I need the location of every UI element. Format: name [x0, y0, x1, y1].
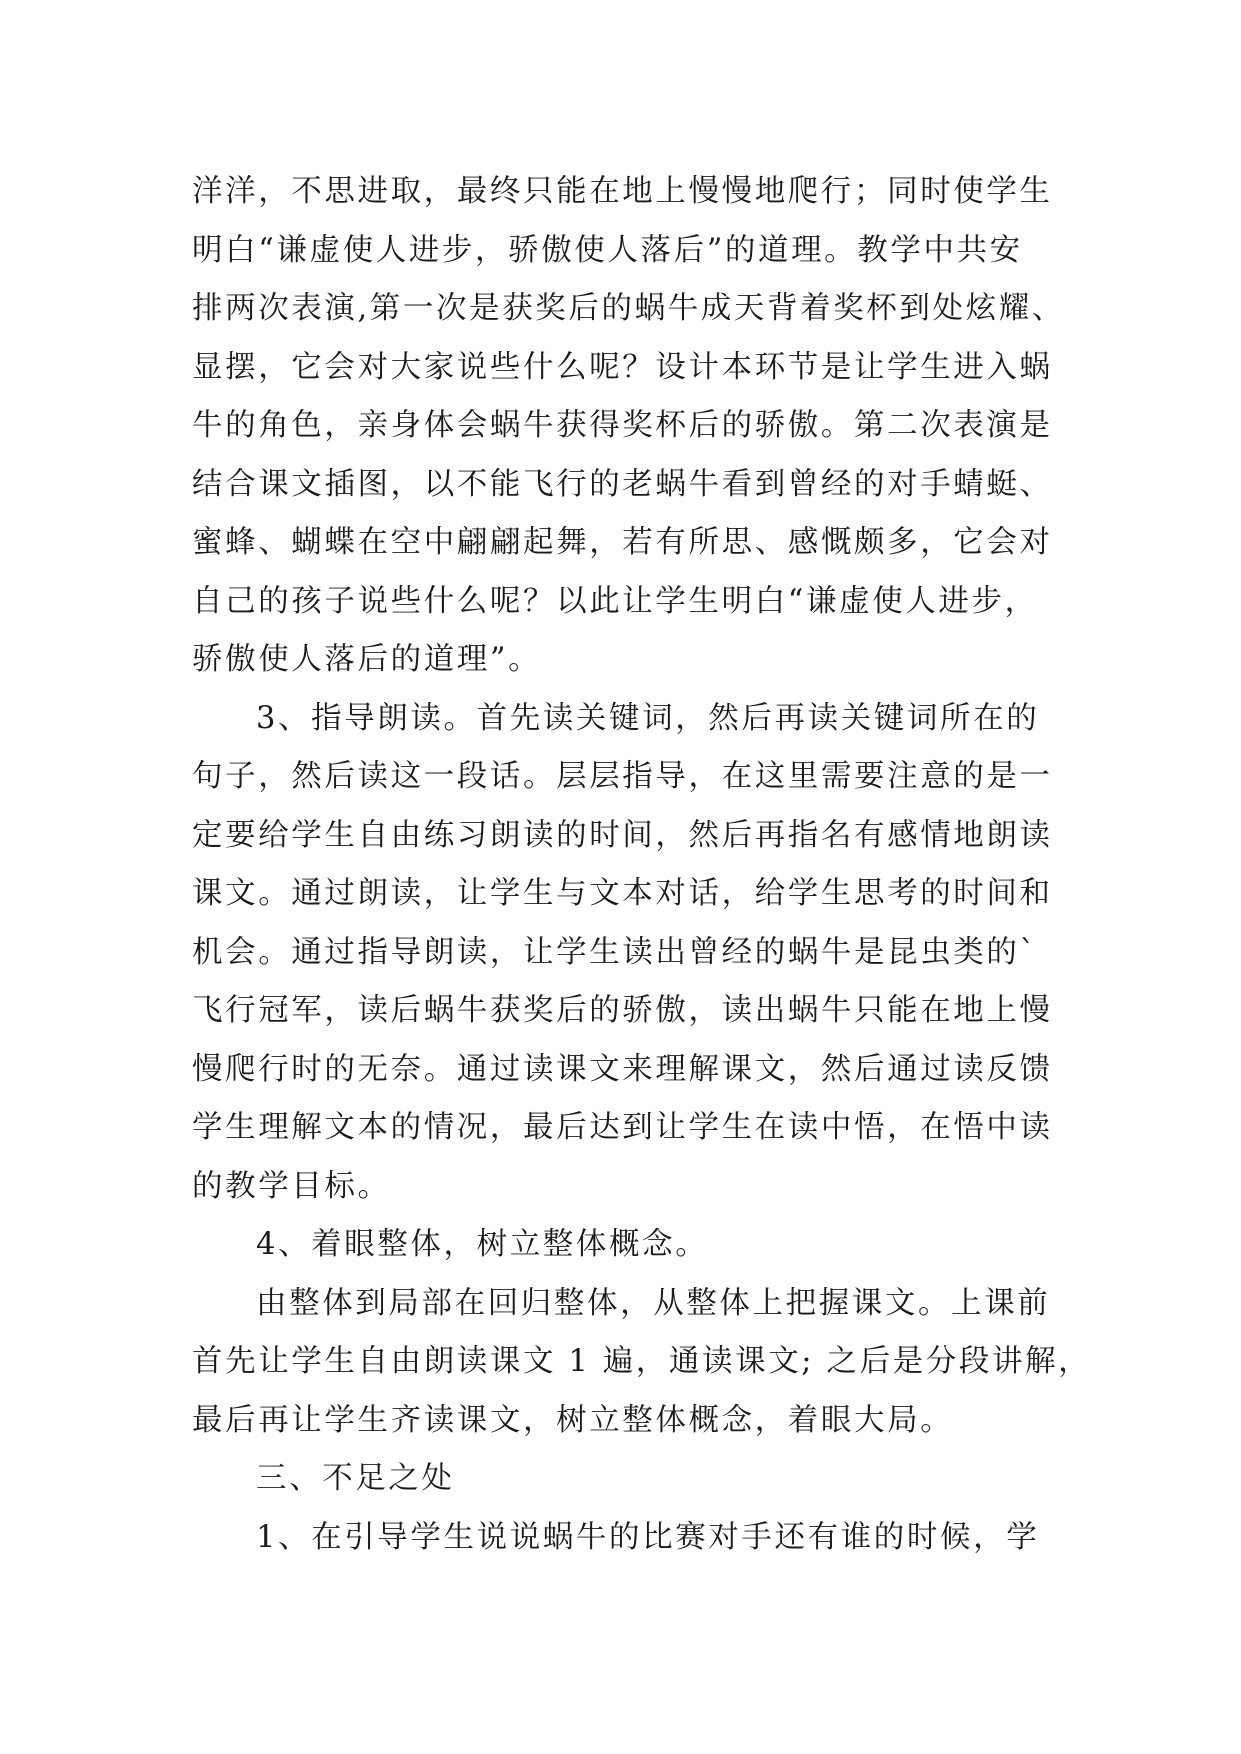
- text-line: 结合课文插图，以不能飞行的老蜗牛看到曾经的对手蜻蜓、: [192, 466, 1053, 502]
- text-line: 洋洋，不思进取，最终只能在地上慢慢地爬行；同时使学生: [192, 174, 1053, 209]
- text-line: 学生理解文本的情况，最后达到让学生在读中悟，在悟中读: [192, 1110, 1053, 1145]
- paragraph-start-line: 3、指导朗读。首先读关键词，然后再读关键词所在的: [256, 700, 1040, 736]
- text-line: 句子，然后读这一段话。层层指导，在这里需要注意的是一: [192, 759, 1053, 794]
- section-heading: 4、着眼整体，树立整体概念。: [256, 1227, 709, 1262]
- paragraph-start-line: 1、在引导学生说说蜗牛的比赛对手还有谁的时候，学: [256, 1519, 1040, 1555]
- section-heading: 三、不足之处: [256, 1461, 455, 1496]
- text-line: 蜜蜂、蝴蝶在空中翩翩起舞，若有所思、感慨颇多，它会对: [192, 525, 1053, 560]
- text-line: 慢爬行时的无奈。通过读课文来理解课文，然后通过读反馈: [192, 1051, 1053, 1087]
- text-line: 最后再让学生齐读课文，树立整体概念，着眼大局。: [192, 1402, 954, 1438]
- text-line: 牛的角色，亲身体会蜗牛获得奖杯后的骄傲。第二次表演是: [192, 408, 1053, 443]
- text-line: 自己的孩子说些什么呢？以此让学生明白“谦虚使人进步，: [192, 583, 1038, 619]
- text-line: 机会。通过指导朗读，让学生读出曾经的蜗牛是昆虫类的`: [192, 934, 1038, 970]
- text-line: 骄傲使人落后的道理”。: [192, 642, 542, 677]
- text-line: 的教学目标。: [192, 1168, 391, 1204]
- text-line: 明白“谦虚使人进步，骄傲使人落后”的道理。教学中共安: [192, 232, 1023, 268]
- text-line: 飞行冠军，读后蜗牛获奖后的骄傲，读出蜗牛只能在地上慢: [192, 993, 1053, 1028]
- text-line: 定要给学生自由练习朗读的时间，然后再指名有感情地朗读: [192, 817, 1053, 853]
- text-line: 显摆，它会对大家说些什么呢？设计本环节是让学生进入蜗: [192, 349, 1053, 385]
- text-line: 课文。通过朗读，让学生与文本对话，给学生思考的时间和: [192, 876, 1053, 911]
- text-line: 排两次表演,第一次是获奖后的蜗牛成天背着奖杯到处炫耀、: [192, 291, 1065, 326]
- text-line: 首先让学生自由朗读课文 1 遍，通读课文; 之后是分段讲解，: [192, 1344, 1092, 1379]
- paragraph-start-line: 由整体到局部在回归整体，从整体上把握课文。上课前: [256, 1285, 1051, 1321]
